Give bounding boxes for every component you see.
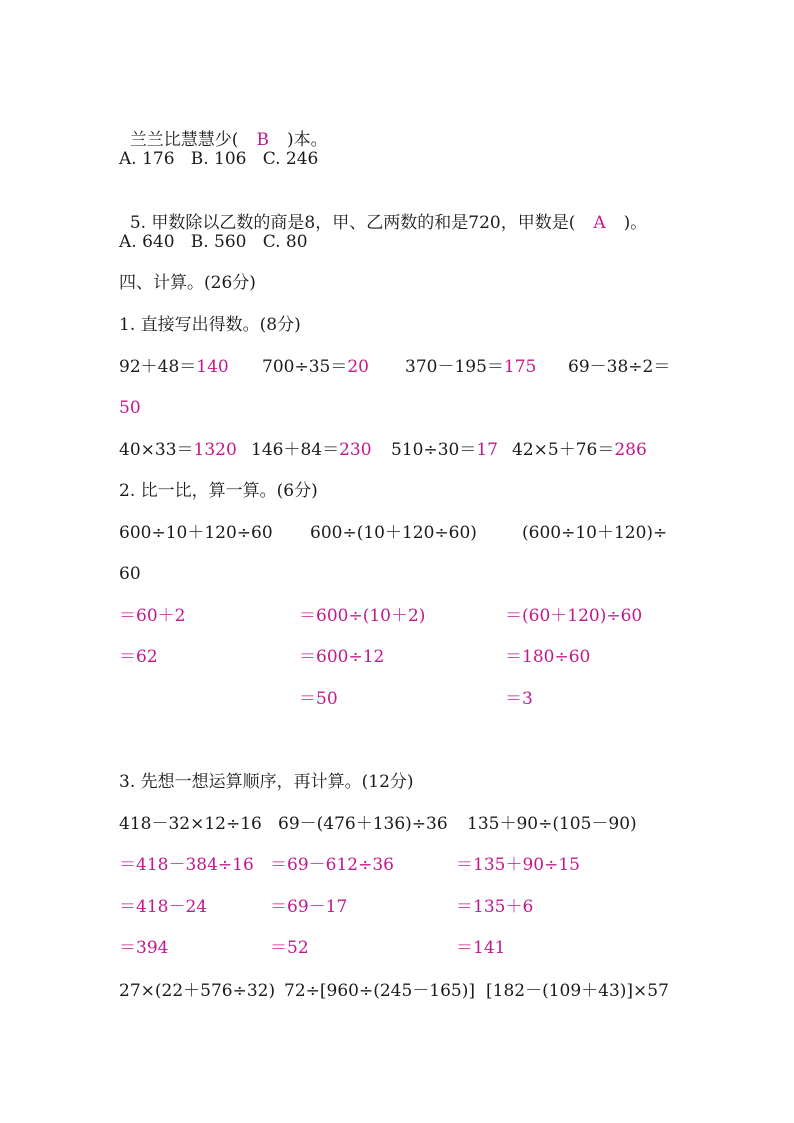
part3-step: ＝418－24: [119, 897, 208, 917]
q4-options: A. 176 B. 106 C. 246: [119, 149, 319, 169]
q5-stem-post: )。: [623, 213, 648, 233]
part1-item: 40×33＝1320: [119, 440, 237, 460]
q5-answer: A: [593, 213, 606, 233]
part2-step: ＝(60＋120)÷60: [505, 606, 643, 626]
part1-item-answer: 50: [119, 398, 141, 418]
part1-item: 42×5＋76＝286: [512, 440, 647, 460]
part3-step: ＝135＋90÷15: [456, 855, 580, 875]
part2-expr: 600÷10＋120÷60: [119, 523, 273, 543]
part3-step: ＝135＋6: [456, 897, 534, 917]
part2-step: ＝3: [505, 689, 533, 709]
q5-options: A. 640 B. 560 C. 80: [119, 232, 308, 252]
part3-step: ＝141: [456, 938, 506, 958]
q4-answer: B: [256, 130, 269, 150]
part3-expr: 72÷[960÷(245－165)]: [284, 981, 475, 1001]
part3-title: 3. 先想一想运算顺序，再计算。(12分): [119, 772, 414, 792]
part1-title: 1. 直接写出得数。(8分): [119, 315, 301, 335]
part2-expr-cont: 60: [119, 564, 141, 584]
part3-expr: 135＋90÷(105－90): [467, 814, 637, 834]
part2-step: ＝50: [299, 689, 338, 709]
part2-expr: 600÷(10＋120÷60): [310, 523, 477, 543]
part2-expr: (600÷10＋120)÷: [522, 523, 668, 543]
part2-step: ＝600÷12: [299, 647, 385, 667]
q4-stem: [119, 107, 328, 151]
part2-step: ＝600÷(10＋2): [299, 606, 426, 626]
part2-step: ＝180÷60: [505, 647, 591, 667]
part1-item: 700÷35＝20: [262, 357, 369, 377]
part2-title: 2. 比一比，算一算。(6分): [119, 481, 318, 501]
part3-step: ＝69－612÷36: [270, 855, 394, 875]
part3-expr: 418－32×12÷16: [119, 814, 262, 834]
part3-step: ＝52: [270, 938, 309, 958]
part1-item: 370－195＝175: [405, 357, 537, 377]
q5-stem-pre: 5. 甲数除以乙数的商是8，甲、乙两数的和是720，甲数是(: [129, 213, 576, 233]
part2-step: ＝60＋2: [119, 606, 186, 626]
part1-item: 510÷30＝17: [391, 440, 498, 460]
q4-stem-pre: 兰兰比慧慧少(: [129, 130, 239, 150]
section4-title: 四、计算。(26分): [119, 273, 256, 293]
part3-expr: 69－(476＋136)÷36: [278, 814, 448, 834]
part3-expr: [182－(109＋43)]×57: [486, 981, 669, 1001]
part3-expr: 27×(22＋576÷32): [119, 981, 276, 1001]
part1-item: 92＋48＝140: [119, 357, 229, 377]
part3-step: ＝69－17: [270, 897, 348, 917]
q4-stem-post: )本。: [286, 130, 328, 150]
q5-stem: [119, 190, 647, 234]
part3-step: ＝418－384÷16: [119, 855, 254, 875]
part3-step: ＝394: [119, 938, 169, 958]
part1-item: 69－38÷2＝: [568, 357, 671, 377]
part2-step: ＝62: [119, 647, 158, 667]
part1-item: 146＋84＝230: [251, 440, 372, 460]
